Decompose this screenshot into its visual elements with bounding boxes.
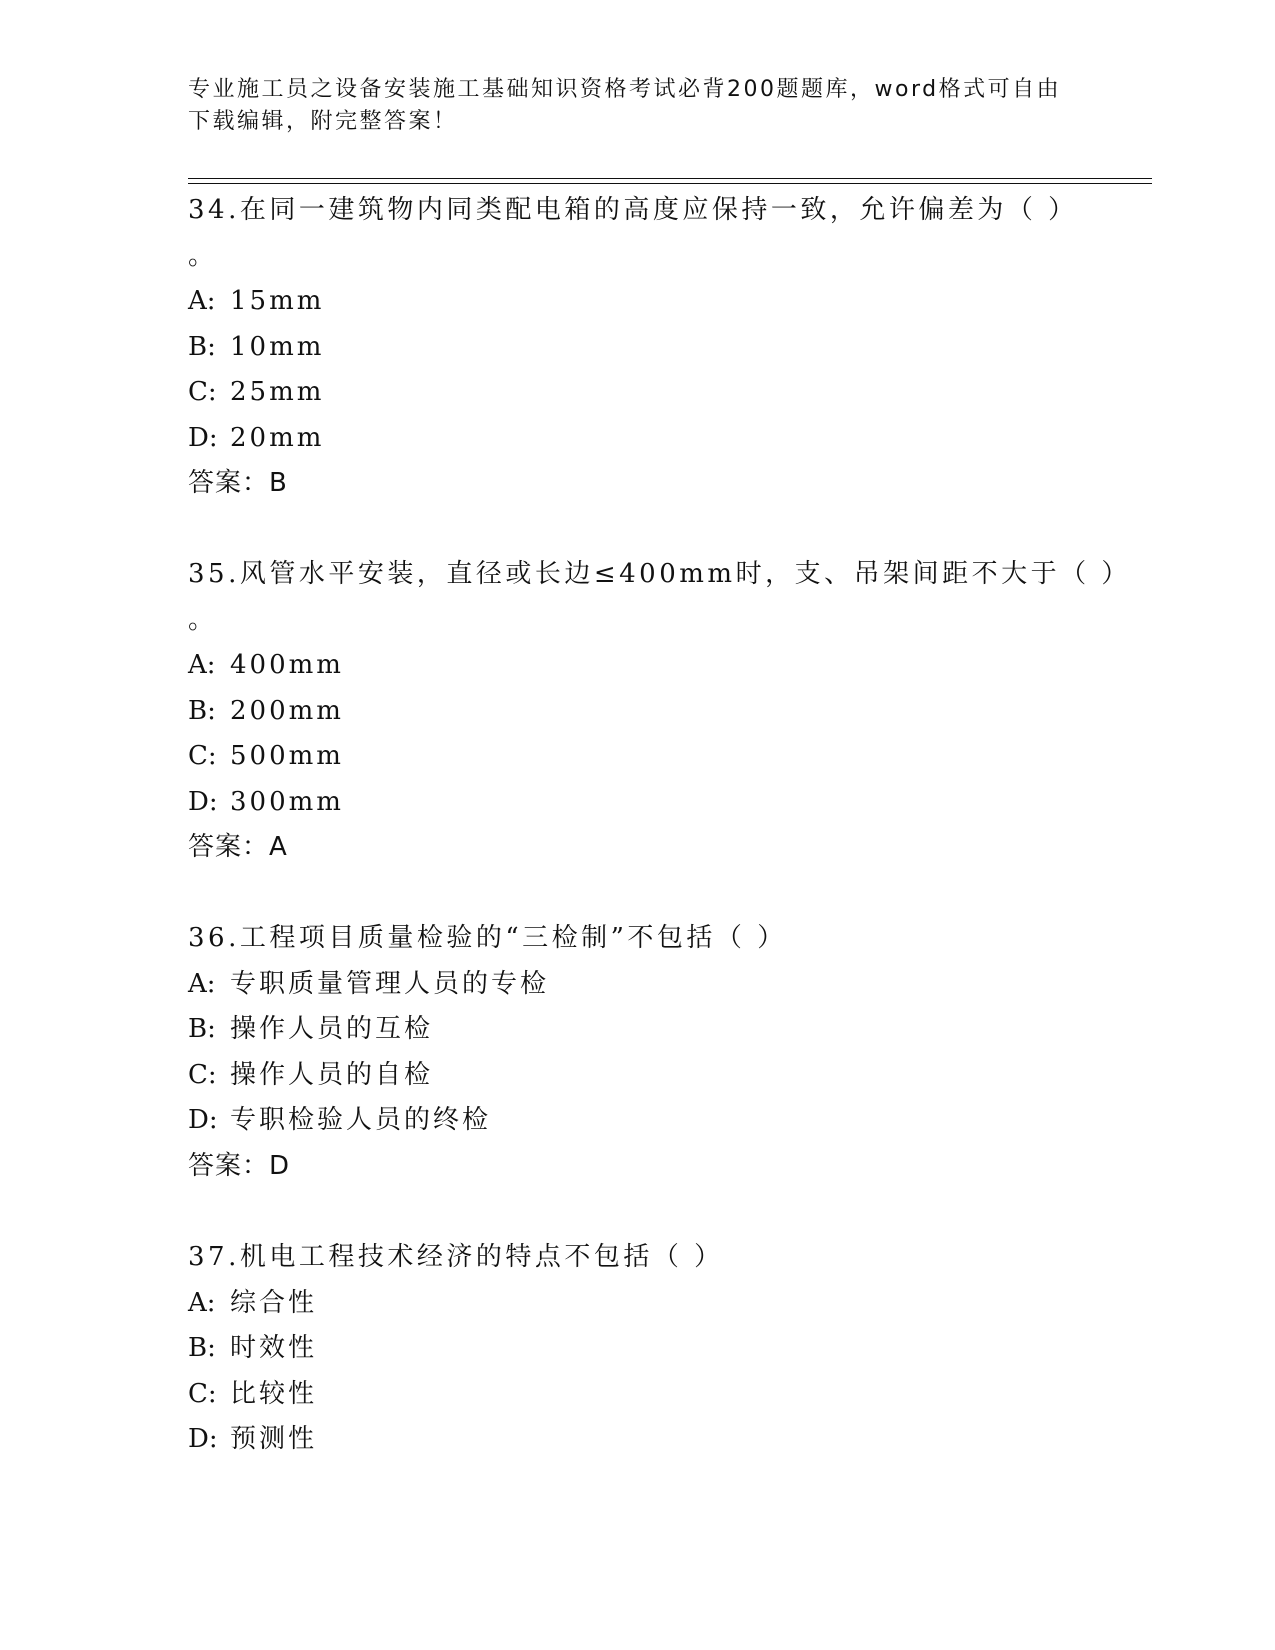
option-label: B: [188,331,216,362]
option-text: 20mm [230,422,325,453]
option-text: 200mm [230,695,344,726]
option-text: 预测性 [230,1424,318,1454]
option-d [188,1098,1088,1144]
option-d [188,1417,1088,1463]
option-text: 操作人员的互检 [230,1014,434,1044]
question-34 [188,188,1088,505]
option-c [188,1053,1088,1099]
option-text: 300mm [230,786,344,817]
option-text: 专职检验人员的终检 [230,1105,492,1135]
option-c [188,734,1088,780]
option-label: D: [188,422,218,453]
option-a [188,962,1088,1008]
option-a [188,643,1088,689]
option-d [188,780,1088,826]
question-stem: 35.风管水平安装，直径或长边≤400mm时，支、吊架间距不大于（ ） [188,559,1131,589]
option-label: D: [188,786,218,817]
header-divider-bottom [188,183,1152,184]
option-label: C: [188,1059,217,1090]
option-a [188,1281,1088,1327]
question-stem: 36.工程项目质量检验的“三检制”不包括（ ） [188,923,787,953]
question-stem-continuation: 。 [188,604,215,635]
option-text: 400mm [230,650,344,680]
option-text: 500mm [230,741,344,771]
question-stem: 34.在同一建筑物内同类配电箱的高度应保持一致，允许偏差为（ ） [188,195,1078,225]
option-c [188,1372,1088,1418]
option-label: A: [188,1287,216,1318]
option-label: C: [188,1378,217,1409]
question-stem: 37.机电工程技术经济的特点不包括（ ） [188,1242,724,1272]
answer-line: 答案：B [188,468,288,498]
option-label: D: [188,1105,218,1135]
option-text: 10mm [230,331,325,362]
question-35 [188,552,1131,869]
option-text: 时效性 [230,1333,318,1363]
header-divider-top [188,178,1152,179]
option-text: 综合性 [230,1287,318,1318]
option-label: A: [188,650,216,680]
option-label: B: [188,1014,216,1044]
option-label: B: [188,695,216,726]
option-label: C: [188,741,217,771]
option-c [188,370,1088,416]
option-label: C: [188,377,217,407]
option-b [188,689,1088,735]
option-d [188,416,1088,462]
question-36 [188,916,1088,1188]
option-a [188,279,1088,325]
option-text: 专职质量管理人员的专检 [230,968,550,999]
document-header: 专业施工员之设备安装施工基础知识资格考试必背200题题库，word格式可自由下载编辑，附完整答案！ [188,77,1062,134]
option-b [188,325,1088,371]
option-b [188,1326,1088,1372]
option-text: 比较性 [230,1378,318,1409]
option-label: A: [188,968,216,999]
option-text: 操作人员的自检 [230,1059,434,1090]
answer-line: 答案：D [188,1150,291,1181]
answer-line: 答案：A [188,832,288,862]
question-37 [188,1235,1088,1463]
option-label: D: [188,1424,218,1454]
option-label: A: [188,286,216,316]
option-text: 25mm [230,377,325,407]
option-text: 15mm [230,286,325,316]
question-stem-continuation: 。 [188,240,215,271]
option-b [188,1007,1088,1053]
option-label: B: [188,1333,216,1363]
